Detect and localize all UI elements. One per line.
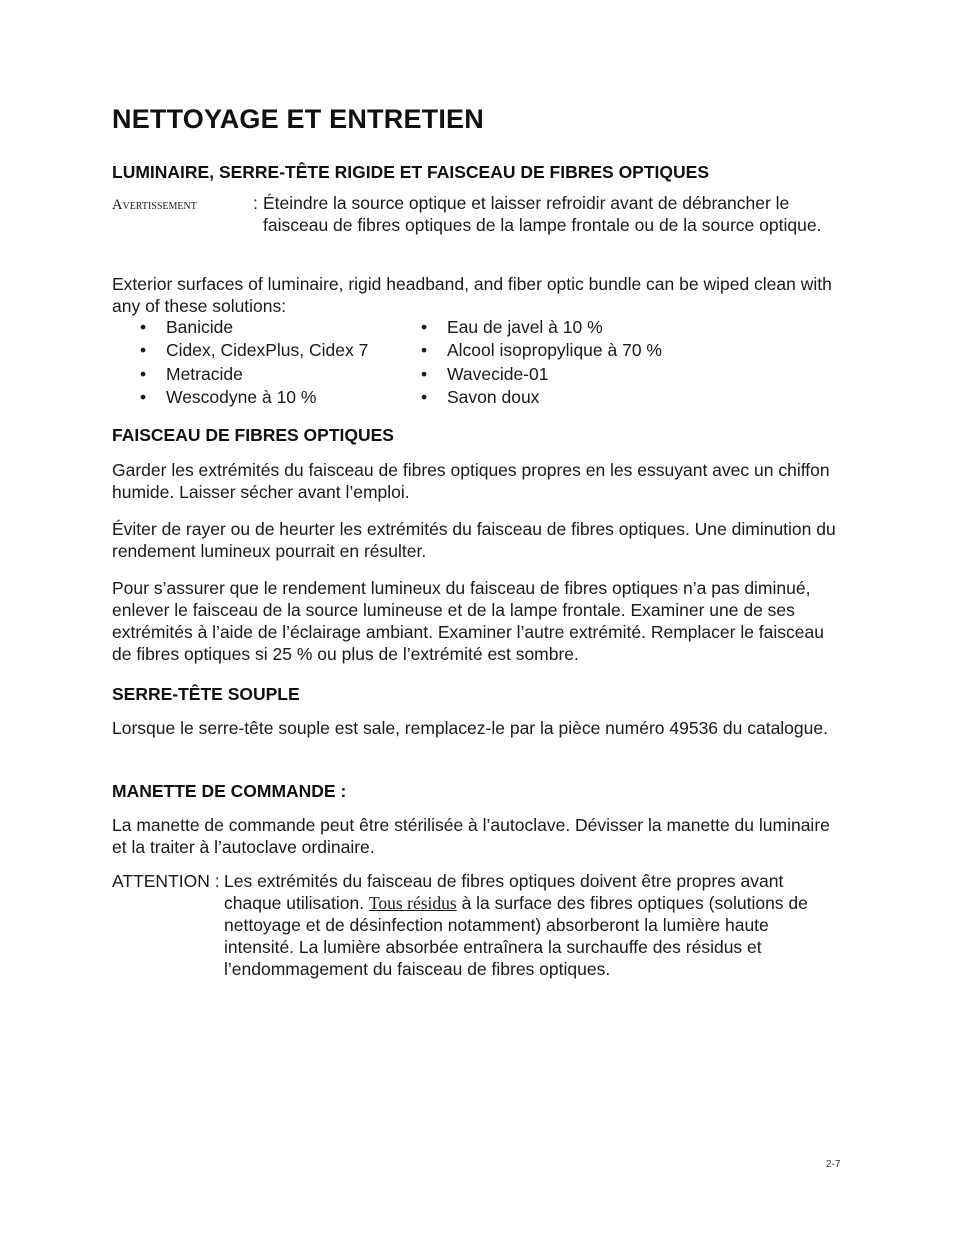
caution-text [224, 870, 840, 980]
warning-label: Avertissement [112, 197, 197, 213]
caution-text-start: Les extrémités du faisceau de fibres optiques doivent être propres avant chaque utilisation. [224, 871, 784, 913]
warning-block [112, 192, 840, 258]
warning-colon: : [253, 193, 258, 213]
list-item: • Wescodyne à 10 % [140, 386, 368, 409]
handle-paragraph: La manette de commande peut être stérilisée à l’autoclave. Dévisser la manette du luminaire et la traiter à l’autoclave ordinaire. [112, 815, 830, 857]
caution-block [112, 870, 840, 982]
solutions-list-left [140, 316, 368, 409]
fiber-paragraph-1: Garder les extrémités du faisceau de fibres optiques propres en les essuyant avec un chiffon humide. Laisser sécher avant l’emploi. [112, 460, 830, 502]
caution-emphasis: Tous résidus [368, 893, 457, 913]
caution-label: ATTENTION : [112, 871, 220, 891]
section-heading-control-handle: MANETTE DE COMMANDE : [112, 781, 347, 801]
headband-paragraph: Lorsque le serre-tête souple est sale, remplacez-le par la pièce numéro 49536 du catalogue. [112, 718, 828, 738]
list-item: • Savon doux [421, 386, 662, 409]
section-heading-soft-headband: SERRE-TÊTE SOUPLE [112, 684, 300, 704]
list-item: • Cidex, CidexPlus, Cidex 7 [140, 339, 368, 362]
warning-text: Éteindre la source optique et laisser refroidir avant de débrancher le faisceau de fibres optiques de la lampe frontale ou de la source optique. [263, 193, 822, 235]
solutions-intro: Exterior surfaces of luminaire, rigid headband, and fiber optic bundle can be wiped clean with any of these solutions: [112, 274, 832, 316]
list-item: • Wavecide-01 [421, 363, 662, 386]
section-heading-fiber-bundle: FAISCEAU DE FIBRES OPTIQUES [112, 425, 394, 445]
list-item: • Eau de javel à 10 % [421, 316, 662, 339]
list-item: • Alcool isopropylique à 70 % [421, 339, 662, 362]
list-item: • Metracide [140, 363, 368, 386]
page-title: NETTOYAGE ET ENTRETIEN [112, 104, 484, 134]
fiber-paragraph-2: Éviter de rayer ou de heurter les extrémités du faisceau de fibres optiques. Une diminution du rendement lumineux pourrait en résulter. [112, 519, 836, 561]
solutions-list-right [421, 316, 662, 409]
caution-text-end: à la surface des fibres optiques (solutions de nettoyage et de désinfection notamment) absorberont la lumière haute intensité. La lumière absorbée entraînera la surchauffe des résidus et l’endommagement du faisceau de fibres optiques. [224, 893, 808, 979]
list-item: • Banicide [140, 316, 368, 339]
fiber-paragraph-3: Pour s’assurer que le rendement lumineux du faisceau de fibres optiques n’a pas diminué, enlever le faisceau de la source lumineuse et de la lampe frontale. Examiner une de ses extrémités à l’aide de l’éclairage ambiant. Examiner l’autre extrémité. Remplacer le faisceau de fibres optiques si 25 % ou plus de l’extrémité est sombre. [112, 578, 824, 664]
page-number: 2-7 [826, 1159, 841, 1170]
section-heading-luminaire: LUMINAIRE, SERRE-TÊTE RIGIDE ET FAISCEAU DE FIBRES OPTIQUES [112, 162, 709, 182]
